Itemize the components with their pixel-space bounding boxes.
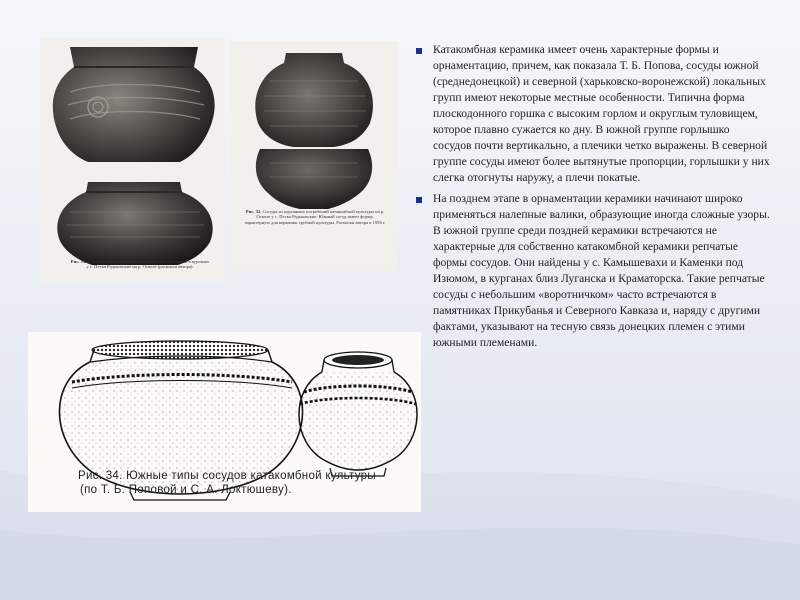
vessel-6-drawing bbox=[299, 352, 417, 476]
figure-33-photo bbox=[40, 37, 225, 282]
figure-33-number: Рис. 33. bbox=[70, 259, 87, 264]
square-bullet-icon bbox=[416, 48, 422, 54]
figure-33-caption bbox=[70, 259, 210, 270]
bullet-paragraph-2 bbox=[415, 191, 770, 351]
figure-34-caption bbox=[78, 470, 378, 498]
figure-32-photo bbox=[230, 41, 398, 271]
bullet-text-1: Катакомбная керамика имеет очень характерные формы и орнаментацию, причем, как показала Т. Б. Попова, сосуды южной (среднедонецкой) и северной (харьковско-воронежской) локальных групп имеют некоторые местные особенности. Типична форма плоскодонного горшка с высоким горлом и округлым туловищем, которое плавно сужается ко дну. В южной группе горлышко сосудов почти вертикально, а плечики четко выражены. В северной группе сосуды имеют более вытянутые пропорции, горлышки у них слегка отогнуты наружу, а плечи покатые. bbox=[433, 43, 770, 184]
vessel-4-image bbox=[256, 149, 372, 209]
bullet-text-2: На позднем этапе в орнаментации керамики начинают широко применяться налепные валики, образующие иногда сложные узоры. В южной группе среди поздней керамики встречаются не характерные для собственно катакомбной керамики репчатые формы сосудов. Они найдены у с. Камышевахи и Каменки под Изюмом, в курганах близ Луганска и Краматорска. Такие репчатые сосуды с небольшим «воротничком» часто встречаются в памятниках Прикубанья и Северного Кавказа и, наряду с другими фактами, указывают на тесную связь донецких племен с этими южными племенами. bbox=[433, 191, 770, 349]
square-bullet-icon bbox=[416, 197, 422, 203]
vessel-2-image bbox=[57, 182, 212, 265]
figure-32-number: Рис. 32. bbox=[245, 209, 262, 214]
figure-34-caption-line2: (по Т. Б. Поповой и С. А. Локтюшеву). bbox=[80, 483, 292, 496]
figure-32-caption-text: Сосуды из курганных погребений катакомбной культуры на р. Осколе у с. Песка Радьковские. Южный сосуд имеет форму, характерную для керамики срубной культуры. Раскопки автора в 1956 г. bbox=[244, 209, 386, 225]
vessel-1-image bbox=[53, 47, 215, 162]
vessel-3-image bbox=[255, 53, 373, 147]
text-column bbox=[415, 42, 770, 356]
figure-33-caption-text: 1, 2—сосуды катакомбной культуры из погребений в курганах у с. Песка Радьковские на р. Осколе (раскопки автора). bbox=[86, 259, 210, 270]
bullet-paragraph-1 bbox=[415, 42, 770, 186]
figure-32-caption bbox=[244, 209, 386, 225]
figure-34-caption-line1: Рис. 34. Южные типы сосудов катакомбной культуры bbox=[78, 470, 376, 482]
